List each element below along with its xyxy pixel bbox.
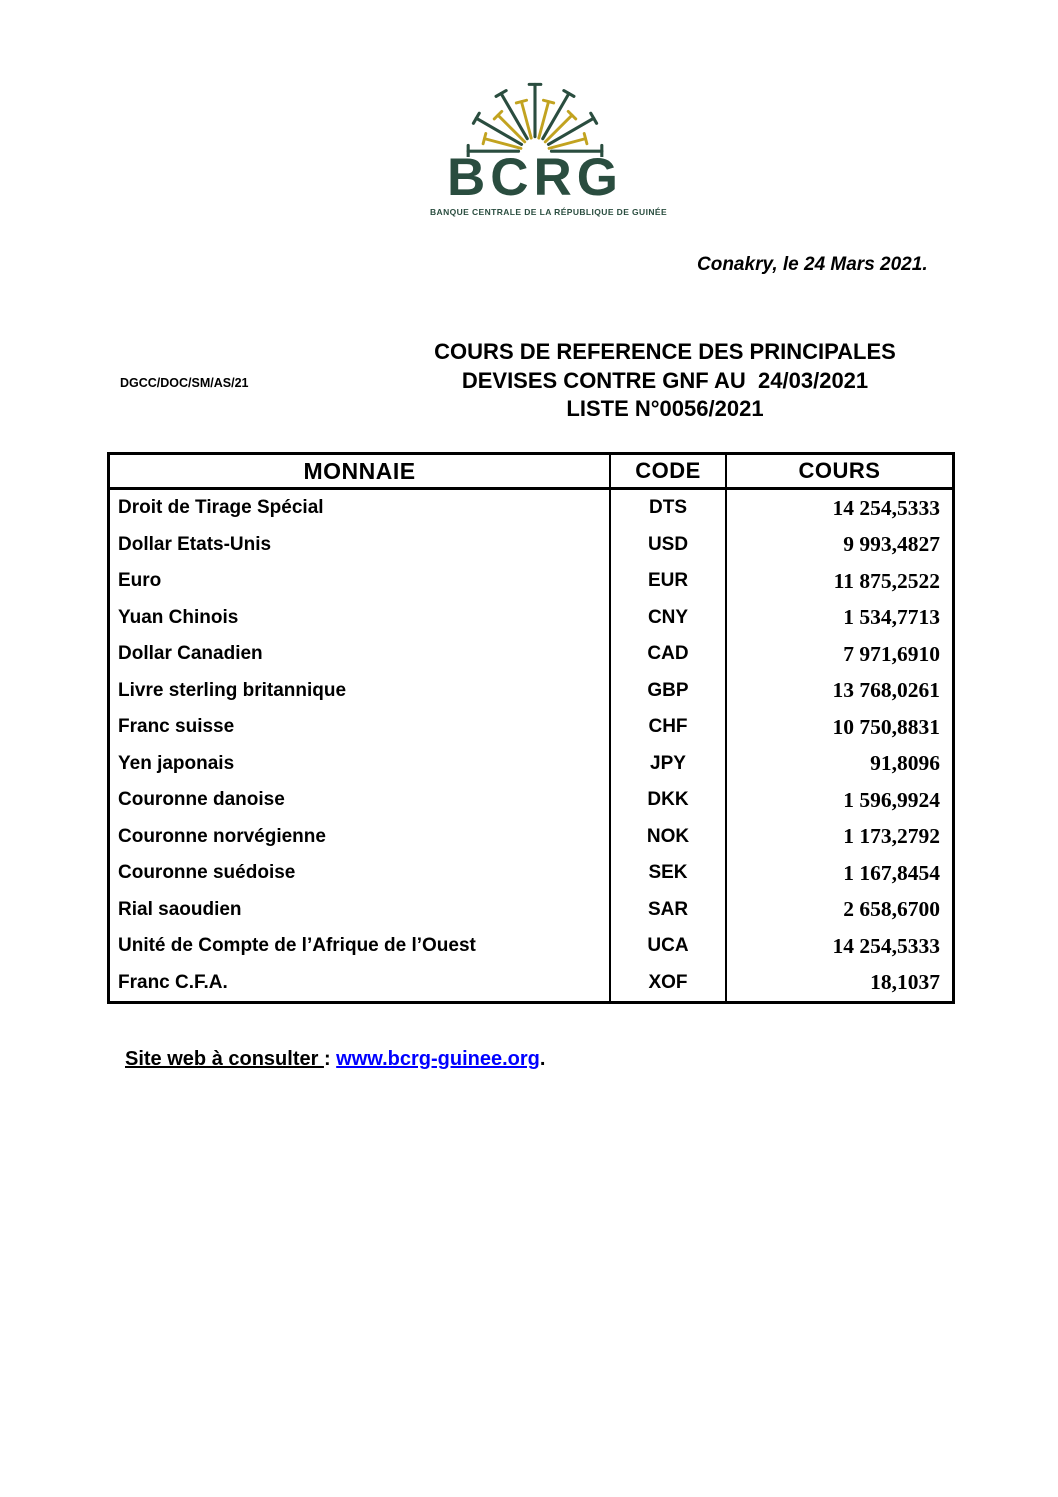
currency-code: UCA <box>609 928 725 965</box>
table-row <box>110 892 952 929</box>
currency-name: Rial saoudien <box>118 898 242 920</box>
currency-rate: 2 658,6700 <box>725 892 952 929</box>
currency-rate: 1 534,7713 <box>725 600 952 637</box>
currency-code: CHF <box>609 709 725 746</box>
currency-name: Euro <box>118 570 162 592</box>
currency-name: Couronne suédoise <box>118 862 296 884</box>
table-row <box>110 965 952 1002</box>
currency-code: USD <box>609 527 725 564</box>
website-link[interactable]: www.bcrg-guinee.org <box>336 1048 540 1070</box>
currency-name: Dollar Canadien <box>118 643 263 665</box>
title-line-1: COURS DE REFERENCE DES PRINCIPALES <box>434 339 896 364</box>
table-row <box>110 928 952 965</box>
column-header-code: CODE <box>609 455 725 487</box>
title-line-2: DEVISES CONTRE GNF AU 24/03/2021 <box>461 367 869 393</box>
currency-code: SAR <box>609 892 725 929</box>
table-row <box>110 855 952 892</box>
currency-name: Franc suisse <box>118 716 235 738</box>
column-header-monnaie: MONNAIE <box>303 457 416 484</box>
title-line-3: LISTE N°0056/2021 <box>566 396 764 421</box>
logo-acronym: BCRG <box>446 148 624 207</box>
bcrg-logo <box>430 65 668 217</box>
currency-name: Dollar Etats-Unis <box>118 533 272 555</box>
fan-of-trumpets-icon <box>460 65 610 157</box>
currency-code: GBP <box>609 673 725 710</box>
table-header-row <box>110 455 952 490</box>
currency-code: NOK <box>609 819 725 856</box>
website-label: Site web à consulter <box>125 1048 324 1070</box>
table-row <box>110 527 952 564</box>
table-row <box>110 490 952 527</box>
table-row <box>110 709 952 746</box>
currency-code: XOF <box>609 965 725 1002</box>
table-row <box>110 636 952 673</box>
logo-tagline: BANQUE CENTRALE DE LA RÉPUBLIQUE DE GUINÉE <box>430 207 668 217</box>
currency-name: Unité de Compte de l’Afrique de l’Ouest <box>118 935 476 957</box>
table-body <box>110 490 952 1001</box>
currency-code: JPY <box>609 746 725 783</box>
exchange-rate-table <box>107 452 955 1004</box>
currency-rate: 1 596,9924 <box>725 782 952 819</box>
table-row <box>110 600 952 637</box>
currency-name: Yen japonais <box>118 752 235 774</box>
currency-code: DKK <box>609 782 725 819</box>
currency-name: Yuan Chinois <box>118 606 239 628</box>
date-line: Conakry, le 24 Mars 2021. <box>697 254 928 275</box>
currency-code: CNY <box>609 600 725 637</box>
currency-rate: 1 167,8454 <box>725 855 952 892</box>
table-row <box>110 819 952 856</box>
document-title <box>340 338 990 424</box>
currency-code: EUR <box>609 563 725 600</box>
currency-name: Couronne norvégienne <box>118 825 326 847</box>
currency-code: CAD <box>609 636 725 673</box>
currency-name: Couronne danoise <box>118 789 285 811</box>
currency-rate: 9 993,4827 <box>725 527 952 564</box>
currency-rate: 10 750,8831 <box>725 709 952 746</box>
website-suffix: . <box>539 1048 546 1070</box>
currency-name: Franc C.F.A. <box>118 971 228 993</box>
table-row <box>110 563 952 600</box>
currency-name: Droit de Tirage Spécial <box>118 497 324 519</box>
column-header-cours: COURS <box>725 455 952 487</box>
currency-rate: 18,1037 <box>725 965 952 1002</box>
table-row <box>110 746 952 783</box>
currency-rate: 91,8096 <box>725 746 952 783</box>
currency-name: Livre sterling britannique <box>118 679 347 701</box>
currency-code: SEK <box>609 855 725 892</box>
table-row <box>110 673 952 710</box>
currency-rate: 1 173,2792 <box>725 819 952 856</box>
currency-rate: 14 254,5333 <box>725 928 952 965</box>
currency-code: DTS <box>609 490 725 527</box>
footer <box>125 1048 545 1071</box>
currency-rate: 7 971,6910 <box>725 636 952 673</box>
currency-rate: 11 875,2522 <box>725 563 952 600</box>
reference-number: DGCC/DOC/SM/AS/21 <box>120 376 249 390</box>
website-separator: : <box>323 1048 337 1070</box>
table-row <box>110 782 952 819</box>
currency-rate: 14 254,5333 <box>725 490 952 527</box>
currency-rate: 13 768,0261 <box>725 673 952 710</box>
